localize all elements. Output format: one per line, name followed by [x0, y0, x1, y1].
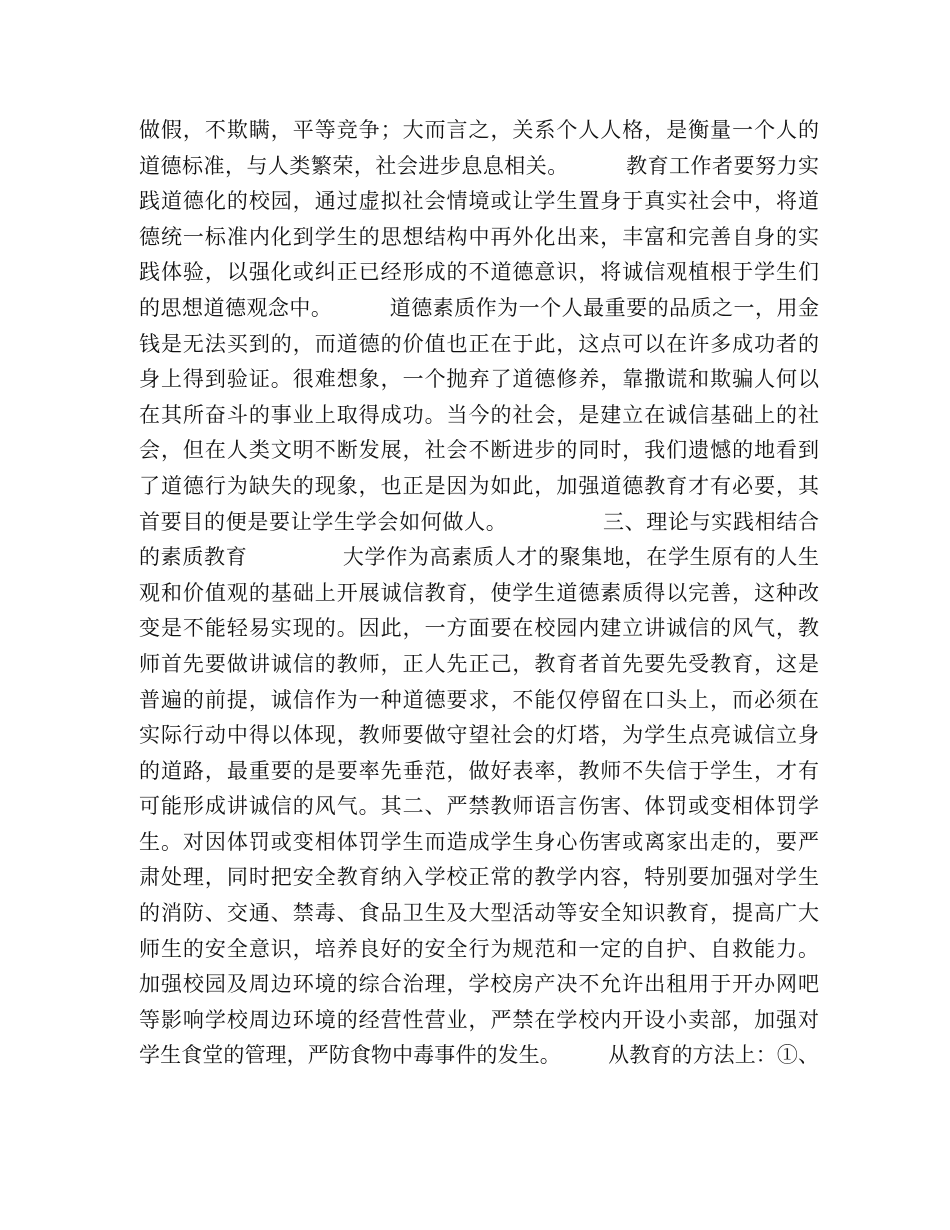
- text-line: 的思想道德观念中。 道德素质作为一个人最重要的品质之一，用金: [139, 295, 819, 320]
- text-line: 等影响学校周边环境的经营性营业，严禁在学校内开设小卖部，加强对: [139, 1007, 819, 1032]
- text-line: 践道德化的校园，通过虚拟社会情境或让学生置身于真实社会中，将道: [139, 189, 819, 214]
- text-line: 会，但在人类文明不断发展，社会不断进步的同时，我们遗憾的地看到: [139, 438, 819, 463]
- text-line: 践体验，以强化或纠正已经形成的不道德意识，将诚信观植根于学生们: [139, 260, 819, 285]
- text-line: 首要目的便是要让学生学会如何做人。 三、理论与实践相结合: [139, 509, 819, 534]
- text-line: 德统一标准内化到学生的思想结构中再外化出来，丰富和完善自身的实: [139, 224, 819, 249]
- text-line: 实际行动中得以体现，教师要做守望社会的灯塔，为学生点亮诚信立身: [139, 723, 819, 748]
- body-text: [139, 113, 819, 1074]
- text-line: 做假，不欺瞒，平等竞争；大而言之，关系个人人格，是衡量一个人的: [139, 118, 819, 142]
- text-line: 道德标准，与人类繁荣，社会进步息息相关。 教育工作者要努力实: [139, 153, 819, 178]
- text-line: 在其所奋斗的事业上取得成功。当今的社会，是建立在诚信基础上的社: [139, 402, 819, 427]
- text-line: 加强校园及周边环境的综合治理，学校房产决不允许出租用于开办网吧: [139, 972, 819, 997]
- text-line: 观和价值观的基础上开展诚信教育，使学生道德素质得以完善，这种改: [139, 580, 819, 605]
- text-line: 的消防、交通、禁毒、食品卫生及大型活动等安全知识教育，提高广大: [139, 901, 819, 926]
- text-line: 的素质教育 大学作为高素质人才的聚集地，在学生原有的人生: [139, 545, 819, 570]
- text-line: 肃处理，同时把安全教育纳入学校正常的教学内容，特别要加强对学生: [139, 865, 819, 890]
- text-line: 的道路，最重要的是要率先垂范，做好表率，教师不失信于学生，才有: [139, 758, 819, 783]
- text-line: 了道德行为缺失的现象，也正是因为如此，加强道德教育才有必要，其: [139, 473, 819, 498]
- text-line: 普遍的前提，诚信作为一种道德要求，不能仅停留在口头上，而必须在: [139, 687, 819, 712]
- text-line: 生。对因体罚或变相体罚学生而造成学生身心伤害或离家出走的，要严: [139, 829, 819, 854]
- text-line: 师首先要做讲诚信的教师，正人先正己，教育者首先要先受教育，这是: [139, 651, 819, 676]
- text-line: 变是不能轻易实现的。因此，一方面要在校园内建立讲诚信的风气，教: [139, 616, 819, 641]
- text-line: 师生的安全意识，培养良好的安全行为规范和一定的自护、自救能力。: [139, 936, 819, 961]
- text-line: 学生食堂的管理，严防食物中毒事件的发生。 从教育的方法上：①、: [139, 1043, 819, 1068]
- text-line: 可能形成讲诚信的风气。其二、严禁教师语言伤害、体罚或变相体罚学: [139, 794, 819, 819]
- text-line: 身上得到验证。很难想象，一个抛弃了道德修养，靠撒谎和欺骗人何以: [139, 367, 819, 392]
- text-line: 钱是无法买到的，而道德的价值也正在于此，这点可以在许多成功者的: [139, 331, 819, 356]
